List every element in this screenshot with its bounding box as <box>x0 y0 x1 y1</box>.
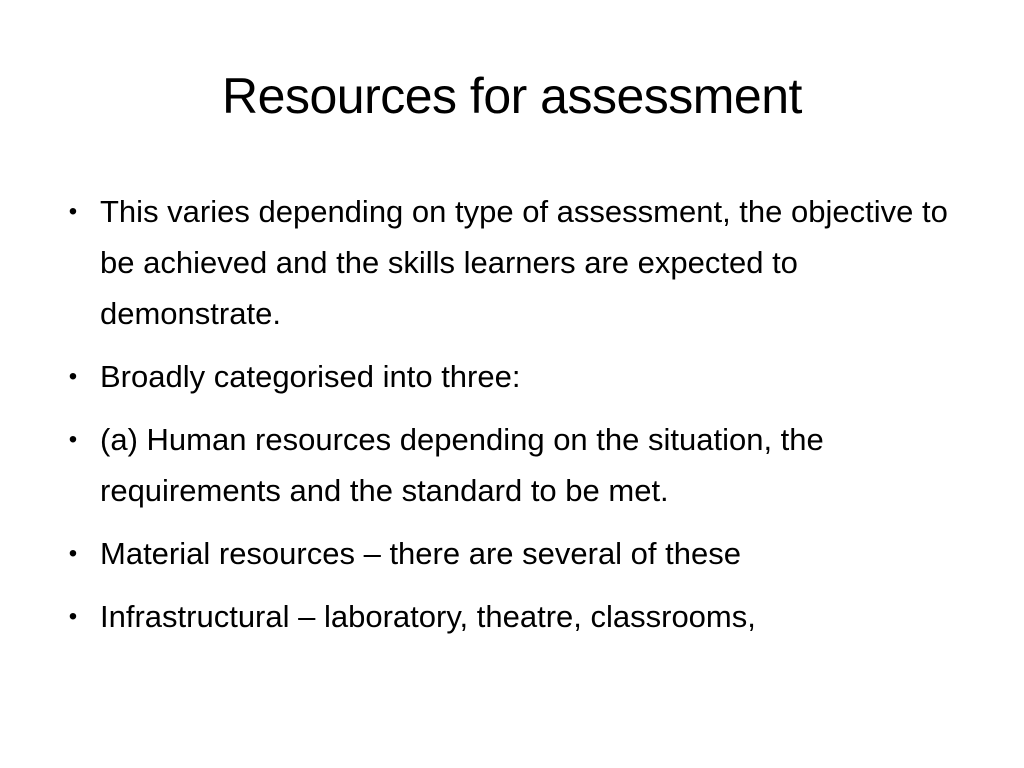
bullet-item <box>58 186 978 339</box>
bullet-list <box>58 186 978 654</box>
bullet-text: This varies depending on type of assessment, the objective to be achieved and the skills learners are expected to demonstrate. <box>100 194 948 331</box>
slide-title: Resources for assessment <box>222 68 802 124</box>
bullet-item <box>58 414 978 516</box>
bullet-icon: • <box>68 198 78 225</box>
bullet-item <box>58 591 978 642</box>
bullet-item <box>58 351 978 402</box>
bullet-icon: • <box>68 426 78 453</box>
bullet-text: Material resources – there are several of these <box>100 536 741 571</box>
bullet-text: (a) Human resources depending on the situation, the requirements and the standard to be met. <box>100 422 824 508</box>
bullet-item <box>58 528 978 579</box>
bullet-text: Broadly categorised into three: <box>100 359 521 394</box>
bullet-icon: • <box>68 363 78 390</box>
bullet-icon: • <box>68 540 78 567</box>
bullet-text: Infrastructural – laboratory, theatre, classrooms, <box>100 599 756 634</box>
bullet-icon: • <box>68 603 78 630</box>
